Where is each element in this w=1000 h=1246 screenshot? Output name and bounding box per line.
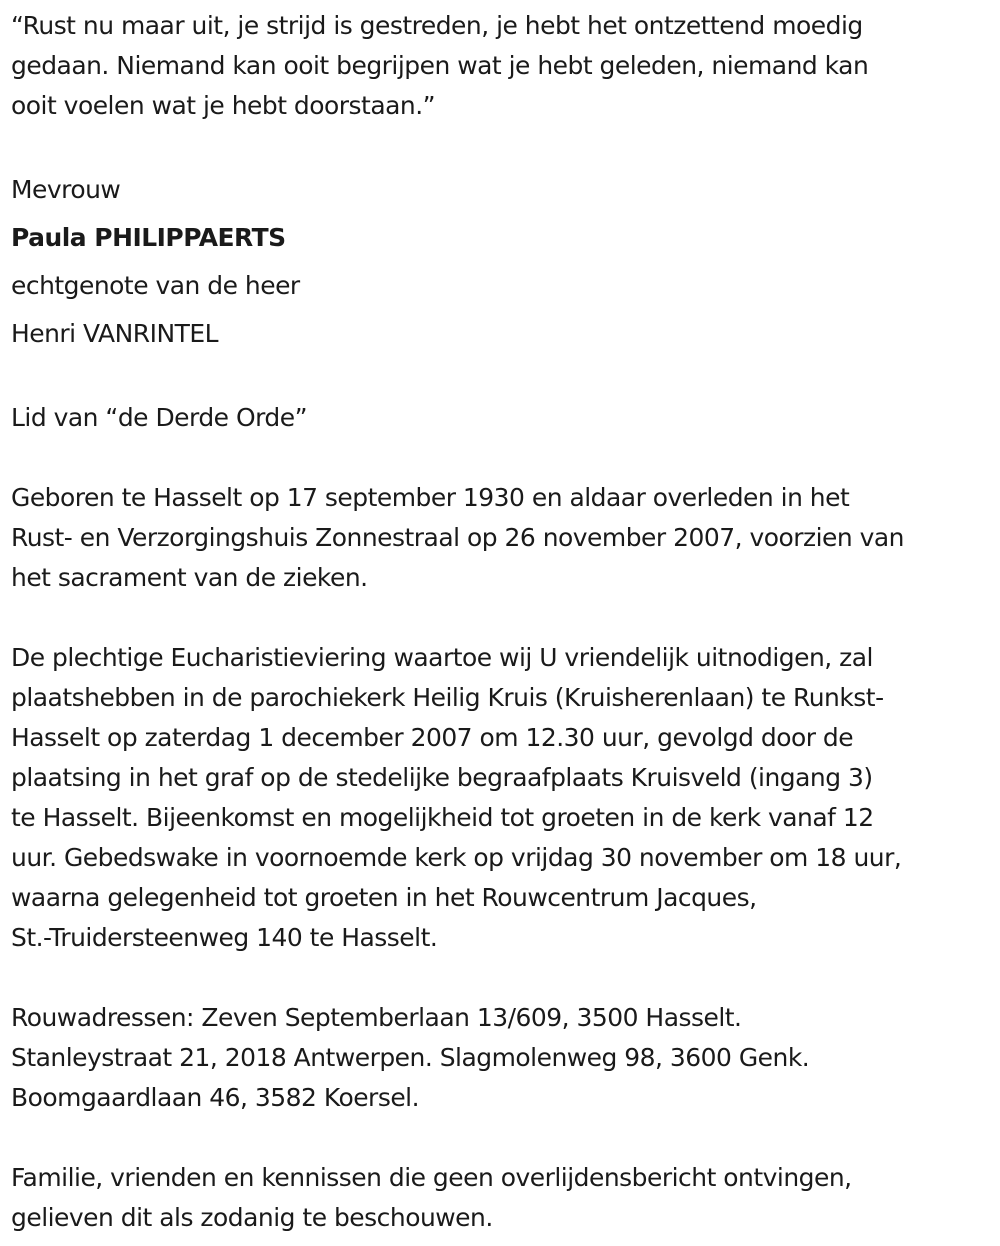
spacer xyxy=(11,598,991,638)
ceremony-line: Hasselt op zaterdag 1 december 2007 om 12.30 uur, gevolgd door de xyxy=(11,723,854,752)
ceremony-line: St.-Truidersteenweg 140 te Hasselt. xyxy=(11,923,438,952)
closing-line: Familie, vrienden en kennissen die geen overlijdensbericht ontvingen, xyxy=(11,1163,852,1192)
spacer xyxy=(11,958,991,998)
quote-paragraph xyxy=(11,6,991,126)
spacer xyxy=(11,1118,991,1158)
spacer xyxy=(11,438,991,478)
membership-line: Lid van “de Derde Orde” xyxy=(11,403,308,432)
salutation: Mevrouw xyxy=(11,175,121,204)
ceremony-line: te Hasselt. Bijeenkomst en mogelijkheid tot groeten in de kerk vanaf 12 xyxy=(11,803,874,832)
birth-death-line: Geboren te Hasselt op 17 september 1930 en aldaar overleden in het xyxy=(11,483,850,512)
spacer xyxy=(11,358,991,398)
birth-death-line: het sacrament van de zieken. xyxy=(11,563,368,592)
ceremony-line: De plechtige Eucharistieviering waartoe wij U vriendelijk uitnodigen, zal xyxy=(11,643,873,672)
ceremony-paragraph xyxy=(11,638,991,958)
quote-line: ooit voelen wat je hebt doorstaan.” xyxy=(11,91,436,120)
quote-line: gedaan. Niemand kan ooit begrijpen wat je hebt geleden, niemand kan xyxy=(11,51,869,80)
membership-paragraph xyxy=(11,398,991,438)
ceremony-line: plaatsing in het graf op de stedelijke begraafplaats Kruisveld (ingang 3) xyxy=(11,763,873,792)
address-line: Rouwadressen: Zeven Septemberlaan 13/609, 3500 Hasselt. xyxy=(11,1003,742,1032)
ceremony-line: waarna gelegenheid tot groeten in het Rouwcentrum Jacques, xyxy=(11,883,757,912)
deceased-name: Paula PHILIPPAERTS xyxy=(11,223,286,252)
closing-line: gelieven dit als zodanig te beschouwen. xyxy=(11,1203,493,1232)
ceremony-line: uur. Gebedswake in voornoemde kerk op vrijdag 30 november om 18 uur, xyxy=(11,843,902,872)
addresses-paragraph xyxy=(11,998,991,1118)
relation: echtgenote van de heer xyxy=(11,271,300,300)
obituary-notice xyxy=(11,6,991,1238)
birth-death-paragraph xyxy=(11,478,991,598)
address-line: Stanleystraat 21, 2018 Antwerpen. Slagmolenweg 98, 3600 Genk. xyxy=(11,1043,810,1072)
quote-line: “Rust nu maar uit, je strijd is gestreden, je hebt het ontzettend moedig xyxy=(11,11,863,40)
spouse-name: Henri VANRINTEL xyxy=(11,319,219,348)
person-block xyxy=(11,166,991,358)
spacer xyxy=(11,126,991,166)
address-line: Boomgaardlaan 46, 3582 Koersel. xyxy=(11,1083,420,1112)
birth-death-line: Rust- en Verzorgingshuis Zonnestraal op 26 november 2007, voorzien van xyxy=(11,523,905,552)
ceremony-line: plaatshebben in de parochiekerk Heilig Kruis (Kruisherenlaan) te Runkst- xyxy=(11,683,884,712)
closing-paragraph xyxy=(11,1158,991,1238)
